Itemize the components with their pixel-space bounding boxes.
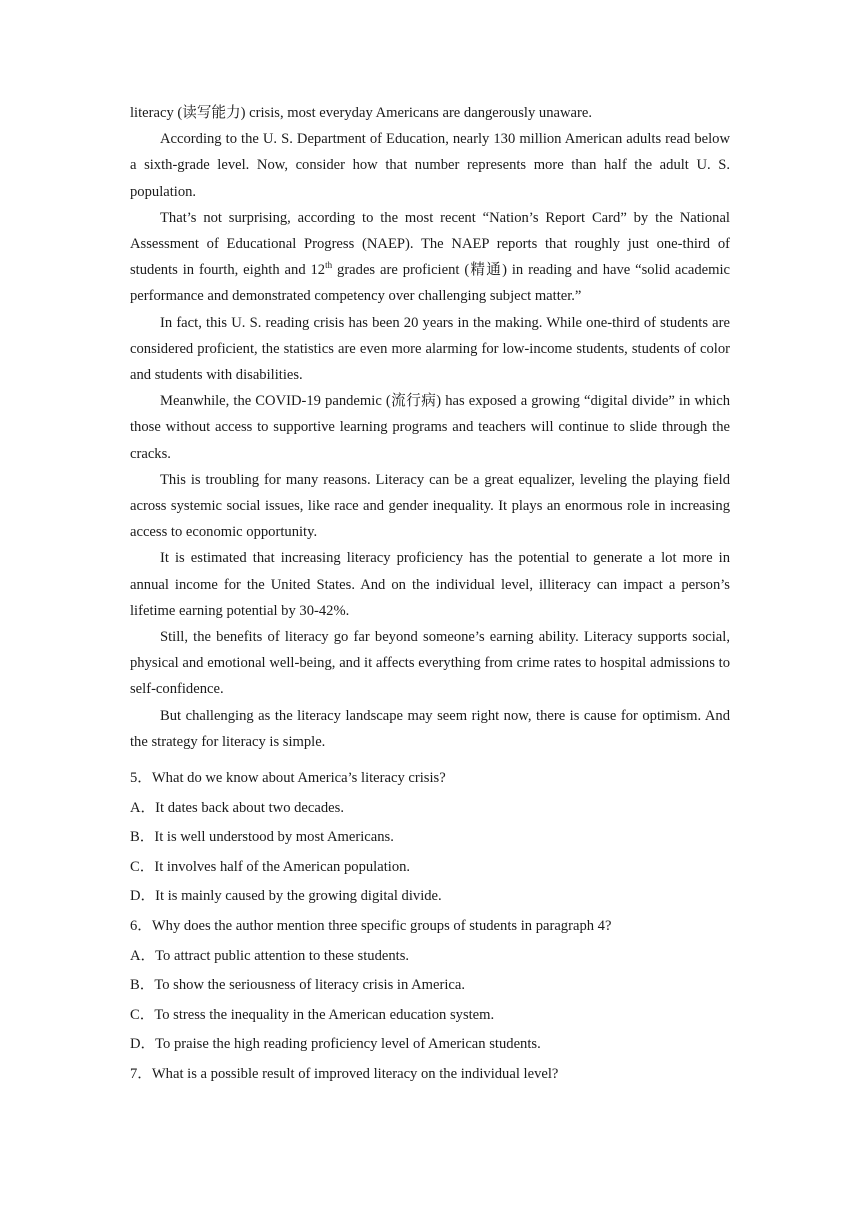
- question-7-stem: 7．What is a possible result of improved literacy on the individual level?: [130, 1065, 559, 1082]
- reading-passage: [130, 100, 730, 755]
- question-list: [130, 764, 750, 1090]
- passage-paragraph-5: This is troubling for many reasons. Literacy can be a great equalizer, leveling the playing field across systemic social issues, like race and gender inequality. It plays an enormous role in increasing access to economic opportunity.: [130, 471, 730, 541]
- ordinal-superscript: th: [325, 260, 333, 271]
- passage-paragraph-2: [130, 205, 730, 310]
- passage-paragraph-3: In fact, this U. S. reading crisis has been 20 years in the making. While one-third of students are considered proficient, the statistics are even more alarming for low-income students, students of color and students with disabilities.: [130, 314, 730, 384]
- question-6-option-d: D．To praise the high reading proficiency level of American students.: [130, 1036, 541, 1053]
- passage-paragraph-6: It is estimated that increasing literacy proficiency has the potential to generate a lot more in annual income for the United States. And on the individual level, illiteracy can impact a person’s lifetime earning potential by 30-42%.: [130, 550, 730, 619]
- question-6-option-b: B．To show the seriousness of literacy crisis in America.: [130, 977, 465, 994]
- passage-paragraph-4: Meanwhile, the COVID-19 pandemic (流行病) has exposed a growing “digital divide” in which those without access to supportive learning programs and teachers will continue to slide through the cracks.: [130, 393, 730, 462]
- question-5-stem: 5．What do we know about America’s literacy crisis?: [130, 770, 446, 786]
- question-6-option-a: A．To attract public attention to these students.: [130, 947, 410, 964]
- passage-paragraph-0: literacy (读写能力) crisis, most everyday Americans are dangerously unaware.: [130, 105, 592, 121]
- question-5-option-d: D．It is mainly caused by the growing digital divide.: [130, 888, 442, 905]
- passage-paragraph-2-part-a: That’s not surprising, according to the most recent “Nation’s Report Card” by the National Assessment of Educational Progress (NAEP). The NAEP reports that roughly just one-third of students in fourth, eighth and 12: [130, 209, 730, 279]
- question-5-option-b: B．It is well understood by most Americans.: [130, 829, 394, 846]
- question-5-option-a: A．It dates back about two decades.: [130, 799, 344, 816]
- question-6-stem: 6．Why does the author mention three specific groups of students in paragraph 4?: [130, 917, 612, 934]
- passage-paragraph-2-part-b: grades are proficient (精通) in reading and have “solid academic performance and demonstrated competency over challenging subject matter.”: [130, 262, 730, 305]
- passage-paragraph-7: Still, the benefits of literacy go far beyond someone’s earning ability. Literacy supports social, physical and emotional well-being, and it affects everything from crime rates to hospital admissions to self-confidence.: [130, 629, 730, 698]
- passage-paragraph-1: According to the U. S. Department of Education, nearly 130 million American adults read below a sixth-grade level. Now, consider how that number represents more than half the adult U. S. population.: [130, 131, 730, 200]
- question-6-option-c: C．To stress the inequality in the American education system.: [130, 1006, 495, 1023]
- question-5-option-c: C．It involves half of the American population.: [130, 858, 411, 875]
- passage-paragraph-8: But challenging as the literacy landscape may seem right now, there is cause for optimism. And the strategy for literacy is simple.: [130, 707, 730, 750]
